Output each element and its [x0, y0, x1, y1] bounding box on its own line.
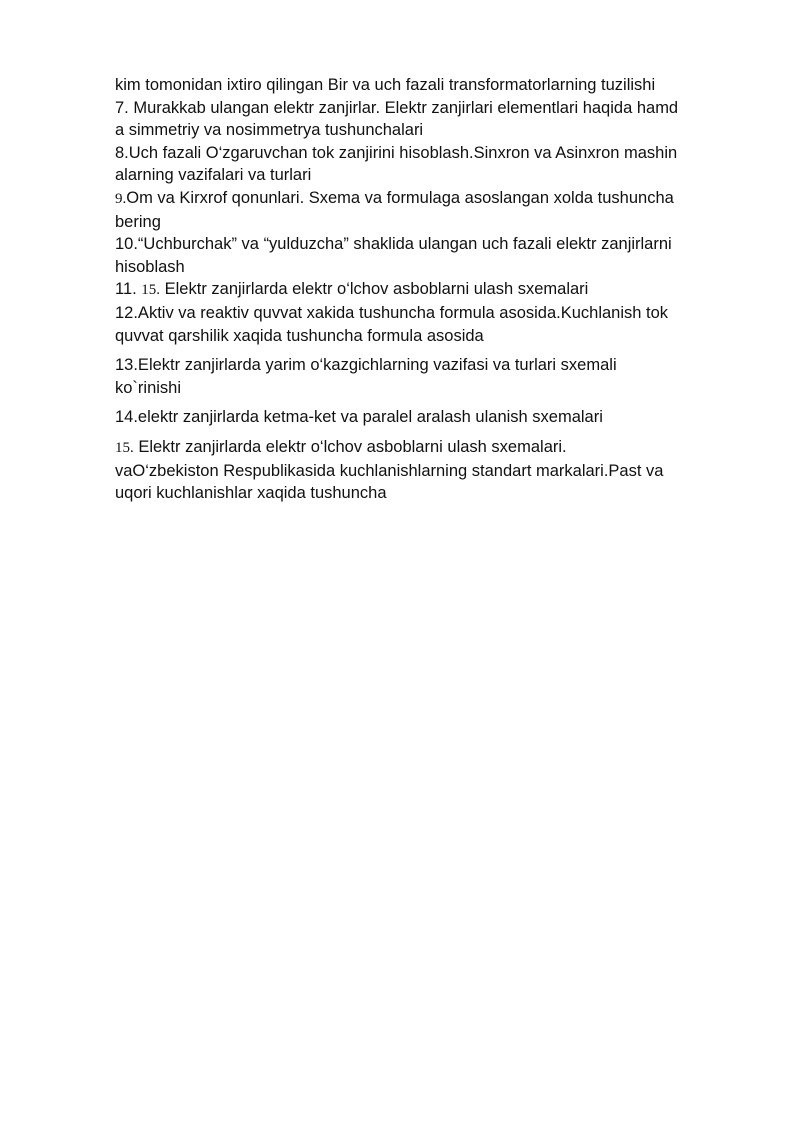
item-8-line-1: 8.Uch fazali O‘zgaruvchan tok zanjirini hisoblash.Sinxron va Asinxron mashin — [115, 143, 678, 162]
item-10-line-2: hisoblash — [115, 257, 185, 276]
item-11-line — [115, 278, 745, 302]
item-9-line-1 — [115, 187, 745, 211]
item-15-line-3: uqori kuchlanishlar xaqida tushuncha — [115, 484, 387, 503]
item-11-number: 11. — [115, 280, 142, 299]
item-15-line-2: vaO‘zbekiston Respublikasida kuchlanishlarning standart markalari.Past va — [115, 461, 664, 480]
item-7-line-2: a simmetriy va nosimmetrya tushunchalari — [115, 121, 424, 140]
paragraph-gap — [115, 399, 745, 406]
document-page — [115, 74, 745, 505]
item-9-number: 9. — [115, 190, 127, 207]
item-13-line-2: ko`rinishi — [115, 378, 182, 397]
item-15-line-1 — [115, 436, 745, 460]
item-11-text: Elektr zanjirlarda elektr o‘lchov asboblarni ulash sxemalari — [160, 280, 589, 299]
item-7-line-1: 7. Murakkab ulangan elektr zanjirlar. Elektr zanjirlari elementlari haqida hamd — [115, 98, 679, 117]
item-10-line-1: 10.“Uchburchak” va “yulduzcha” shaklida ulangan uch fazali elektr zanjirlarni — [115, 235, 672, 254]
item-9-text: Om va Kirxrof qonunlari. Sxema va formulaga asoslangan xolda tushuncha — [126, 188, 674, 207]
item-12-line-1: 12.Aktiv va reaktiv quvvat xakida tushuncha formula asosida.Kuchlanish tok — [115, 303, 669, 322]
item-12-line-2: quvvat qarshilik xaqida tushuncha formula asosida — [115, 326, 484, 345]
item-8-line-2: alarning vazifalari va turlari — [115, 166, 312, 185]
paragraph-gap — [115, 429, 745, 436]
item-11-inner-number: 15. — [141, 282, 161, 299]
item-15-number: 15. — [115, 439, 134, 456]
item-14-line: 14.elektr zanjirlarda ketma-ket va paralel aralash ulanish sxemalari — [115, 408, 603, 427]
item-9-line-2: bering — [115, 212, 161, 231]
item-15-text: Elektr zanjirlarda elektr o‘lchov asboblarni ulash sxemalari. — [133, 437, 567, 456]
paragraph-gap — [115, 347, 745, 354]
item-13-line-1: 13.Elektr zanjirlarda yarim o‘kazgichlarning vazifasi va turlari sxemali — [115, 356, 617, 375]
text-line-1: kim tomonidan ixtiro qilingan Bir va uch fazali transformatorlarning tuzilishi — [115, 76, 656, 94]
